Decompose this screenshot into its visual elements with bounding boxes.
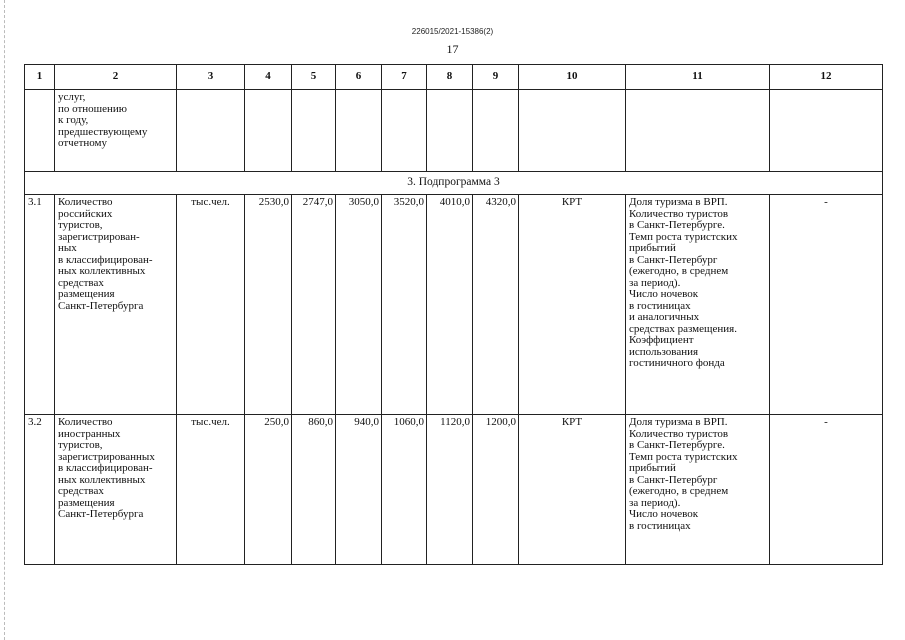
- responsible-cell: КРТ: [519, 415, 626, 565]
- table-row: [25, 415, 883, 565]
- value-cell: 1120,0: [427, 415, 473, 565]
- indicators-table: [24, 64, 883, 565]
- column-header: 4: [245, 65, 292, 90]
- cell-empty: [626, 90, 770, 172]
- value-cell: 4010,0: [427, 195, 473, 415]
- column-header: 3: [177, 65, 245, 90]
- row-number: 3.2: [25, 415, 55, 565]
- column-header: 10: [519, 65, 626, 90]
- row-number: 3.1: [25, 195, 55, 415]
- section-title: 3. Подпрограмма 3: [25, 172, 883, 195]
- indicator-name: Количество российских туристов, зарегистрирован- ных в классифицирован- ных коллективных средствах размещения Санкт-Петербурга: [55, 195, 177, 415]
- column-header: 2: [55, 65, 177, 90]
- related-indicators: Доля туризма в ВРП. Количество туристов в Санкт-Петербурге. Темп роста туристских прибытий в Санкт-Петербург (ежегодно, в среднем за период). Число ночевок в гостиницах и аналогичных средствах размещения. Коэффициент использования гостиничного фонда: [626, 195, 770, 415]
- continuation-row: [25, 90, 883, 172]
- section-row: [25, 172, 883, 195]
- value-cell: 2530,0: [245, 195, 292, 415]
- value-cell: 250,0: [245, 415, 292, 565]
- col12-cell: -: [770, 415, 883, 565]
- column-header: 12: [770, 65, 883, 90]
- related-indicators: Доля туризма в ВРП. Количество туристов в Санкт-Петербурге. Темп роста туристских прибытий в Санкт-Петербург (ежегодно, в среднем за период). Число ночевок в гостиницах: [626, 415, 770, 565]
- cell-empty: [473, 90, 519, 172]
- column-header: 8: [427, 65, 473, 90]
- cell-empty: [427, 90, 473, 172]
- value-cell: 940,0: [336, 415, 382, 565]
- column-header: 5: [292, 65, 336, 90]
- unit-cell: тыс.чел.: [177, 195, 245, 415]
- cell-empty: [519, 90, 626, 172]
- column-header: 11: [626, 65, 770, 90]
- table-row: [25, 195, 883, 415]
- cell-empty: [770, 90, 883, 172]
- continuation-text: услуг, по отношению к году, предшествующему отчетному: [55, 90, 177, 172]
- column-header: 7: [382, 65, 427, 90]
- value-cell: 860,0: [292, 415, 336, 565]
- indicator-name: Количество иностранных туристов, зарегистрированных в классифицирован- ных коллективных средствах размещения Санкт-Петербурга: [55, 415, 177, 565]
- col12-cell: -: [770, 195, 883, 415]
- responsible-cell: КРТ: [519, 195, 626, 415]
- value-cell: 4320,0: [473, 195, 519, 415]
- value-cell: 1060,0: [382, 415, 427, 565]
- column-header: 9: [473, 65, 519, 90]
- scan-edge-line: [4, 0, 5, 640]
- value-cell: 2747,0: [292, 195, 336, 415]
- column-header: 6: [336, 65, 382, 90]
- cell-empty: [336, 90, 382, 172]
- value-cell: 1200,0: [473, 415, 519, 565]
- column-header-row: [25, 65, 883, 90]
- cell-empty: [292, 90, 336, 172]
- cell-empty: [25, 90, 55, 172]
- cell-empty: [177, 90, 245, 172]
- document-id: 226015/2021-15386(2): [411, 27, 494, 36]
- cell-empty: [245, 90, 292, 172]
- unit-cell: тыс.чел.: [177, 415, 245, 565]
- value-cell: 3050,0: [336, 195, 382, 415]
- page-number: 17: [446, 42, 459, 56]
- value-cell: 3520,0: [382, 195, 427, 415]
- column-header: 1: [25, 65, 55, 90]
- cell-empty: [382, 90, 427, 172]
